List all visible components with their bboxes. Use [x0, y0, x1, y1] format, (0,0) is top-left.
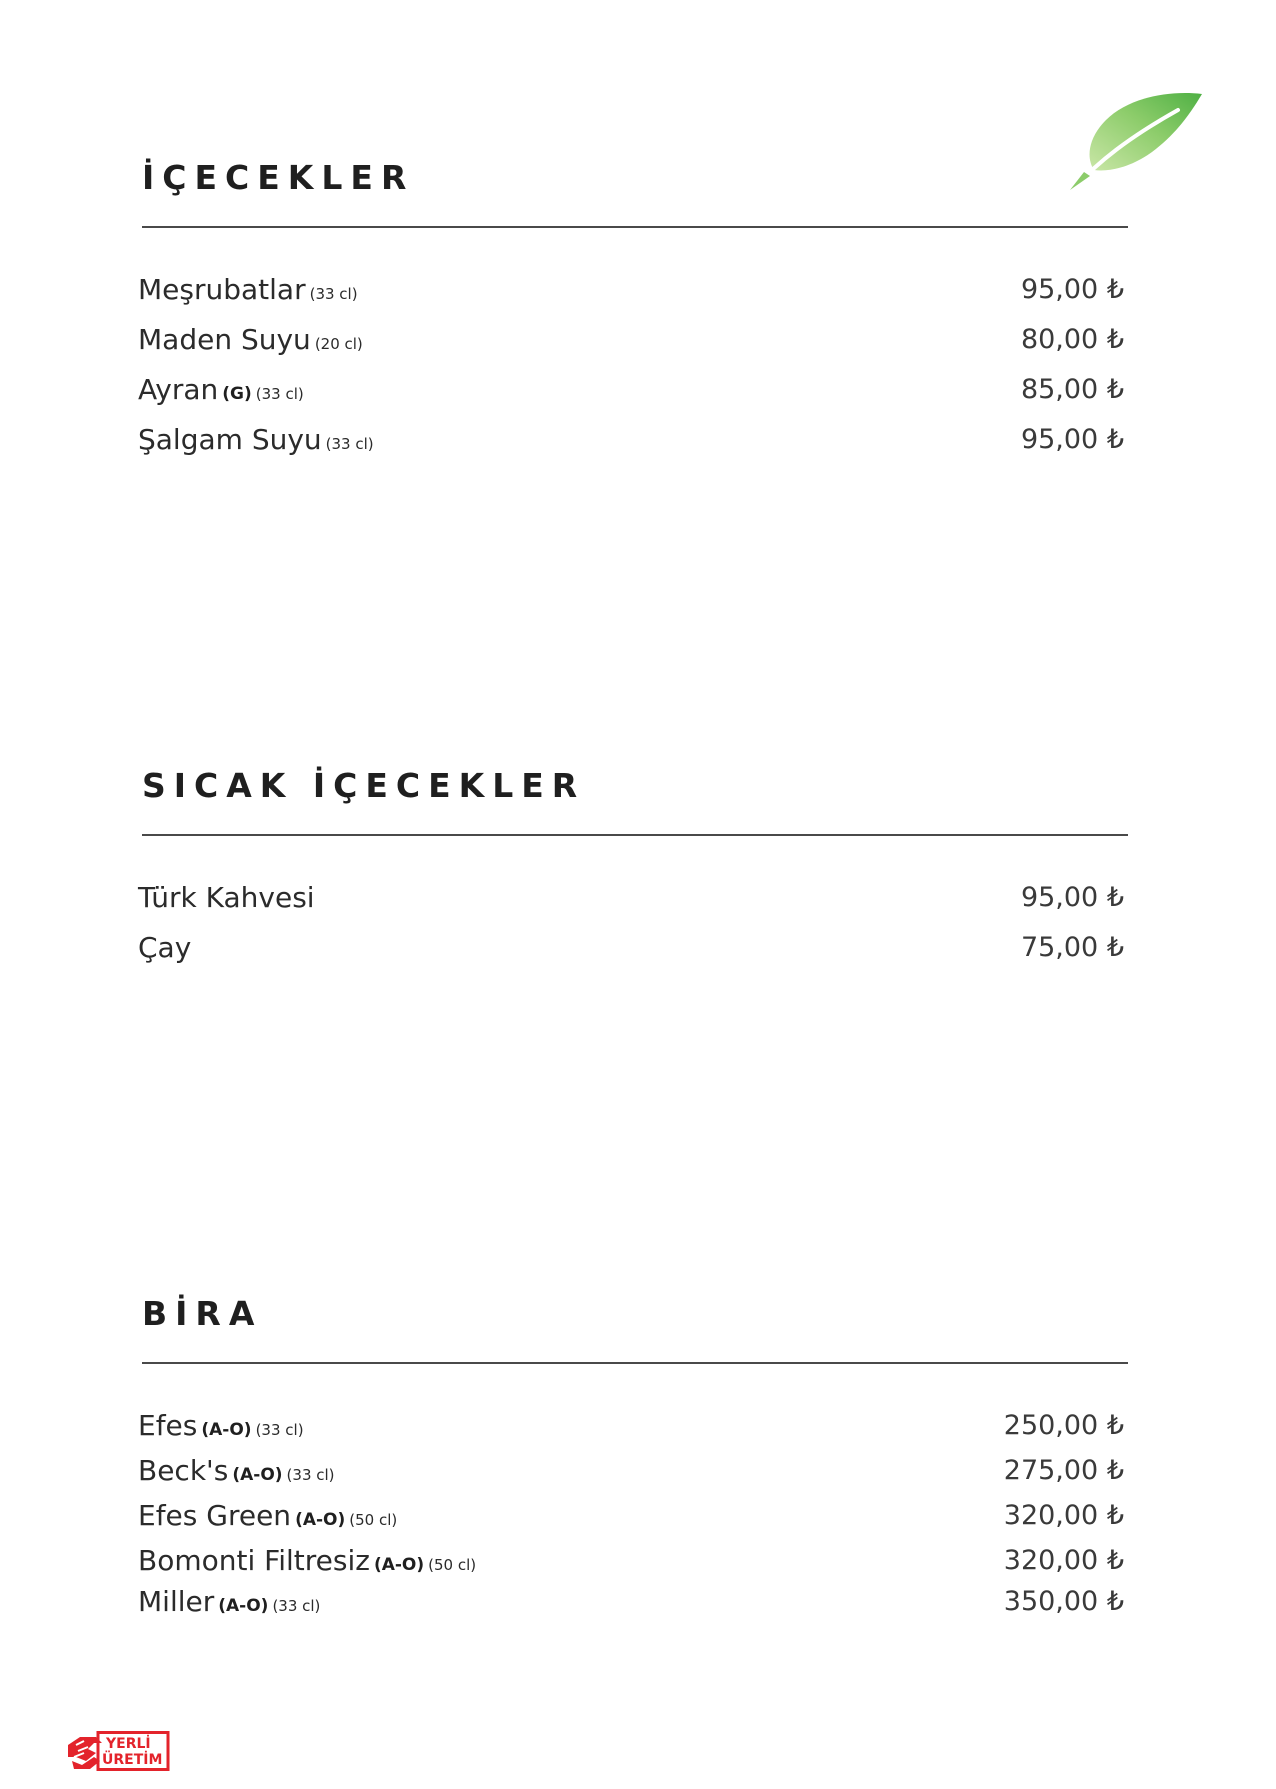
item-volume: (33 cl): [325, 435, 374, 453]
section-sicak-icecekler: [138, 766, 1130, 986]
section-icecekler: [138, 158, 1130, 478]
menu-item: [138, 270, 1124, 310]
menu-item: [138, 1582, 1124, 1622]
section-divider: [142, 834, 1128, 836]
menu-item: [138, 1541, 1124, 1581]
item-price: 80,00 ₺: [1020, 324, 1124, 355]
menu-item: [138, 1406, 1124, 1446]
item-price: 320,00 ₺: [1003, 1500, 1124, 1531]
menu-item: [138, 420, 1124, 460]
menu-item: [138, 928, 1124, 968]
badge-line2: ÜRETİM: [102, 1752, 163, 1768]
item-name: Çay: [138, 931, 192, 964]
item-note: (A-O): [218, 1596, 269, 1616]
section-divider: [142, 226, 1128, 228]
item-price: 95,00 ₺: [1020, 882, 1124, 913]
item-price: 95,00 ₺: [1020, 274, 1124, 305]
item-name: Şalgam Suyu (33 cl): [138, 423, 374, 456]
item-name: Efes Green (A-O) (50 cl): [138, 1499, 398, 1532]
item-volume: (33 cl): [255, 1421, 304, 1439]
menu-item: [138, 370, 1124, 410]
section-bira: [138, 1294, 1130, 1624]
item-volume: (20 cl): [314, 335, 363, 353]
item-volume: (33 cl): [255, 385, 304, 403]
item-volume: (33 cl): [272, 1597, 321, 1615]
item-note: (A-O): [295, 1510, 346, 1530]
item-price: 75,00 ₺: [1020, 932, 1124, 963]
menu-item: [138, 878, 1124, 918]
menu-item: [138, 1496, 1124, 1536]
item-price: 350,00 ₺: [1003, 1586, 1124, 1617]
item-price: 320,00 ₺: [1003, 1545, 1124, 1576]
menu-item: [138, 1451, 1124, 1491]
item-price: 95,00 ₺: [1020, 424, 1124, 455]
section-title: İÇECEKLER: [142, 158, 415, 197]
section-divider: [142, 1362, 1128, 1364]
item-price: 85,00 ₺: [1020, 374, 1124, 405]
item-price: 250,00 ₺: [1003, 1410, 1124, 1441]
item-note: (A-O): [232, 1465, 283, 1485]
item-volume: (50 cl): [349, 1511, 398, 1529]
item-volume: (33 cl): [286, 1466, 335, 1484]
item-name: Miller (A-O) (33 cl): [138, 1585, 321, 1618]
item-name: Meşrubatlar (33 cl): [138, 273, 358, 306]
item-name: Beck's (A-O) (33 cl): [138, 1454, 335, 1487]
item-volume: (33 cl): [309, 285, 358, 303]
item-price: 275,00 ₺: [1003, 1455, 1124, 1486]
item-volume: (50 cl): [428, 1556, 477, 1574]
yerli-uretim-logo: [66, 1731, 170, 1771]
item-note: (A-O): [201, 1420, 252, 1440]
item-note: (G): [222, 384, 252, 404]
item-name: Türk Kahvesi: [138, 881, 315, 914]
section-title: BİRA: [142, 1294, 263, 1333]
item-name: Bomonti Filtresiz (A-O) (50 cl): [138, 1544, 477, 1577]
item-name: Maden Suyu (20 cl): [138, 323, 363, 356]
item-name: Ayran (G) (33 cl): [138, 373, 304, 406]
menu-item: [138, 320, 1124, 360]
badge-line1: YERLİ: [106, 1736, 151, 1752]
section-title: SICAK İÇECEKLER: [142, 766, 586, 805]
item-note: (A-O): [373, 1555, 425, 1575]
item-name: Efes (A-O) (33 cl): [138, 1409, 304, 1442]
